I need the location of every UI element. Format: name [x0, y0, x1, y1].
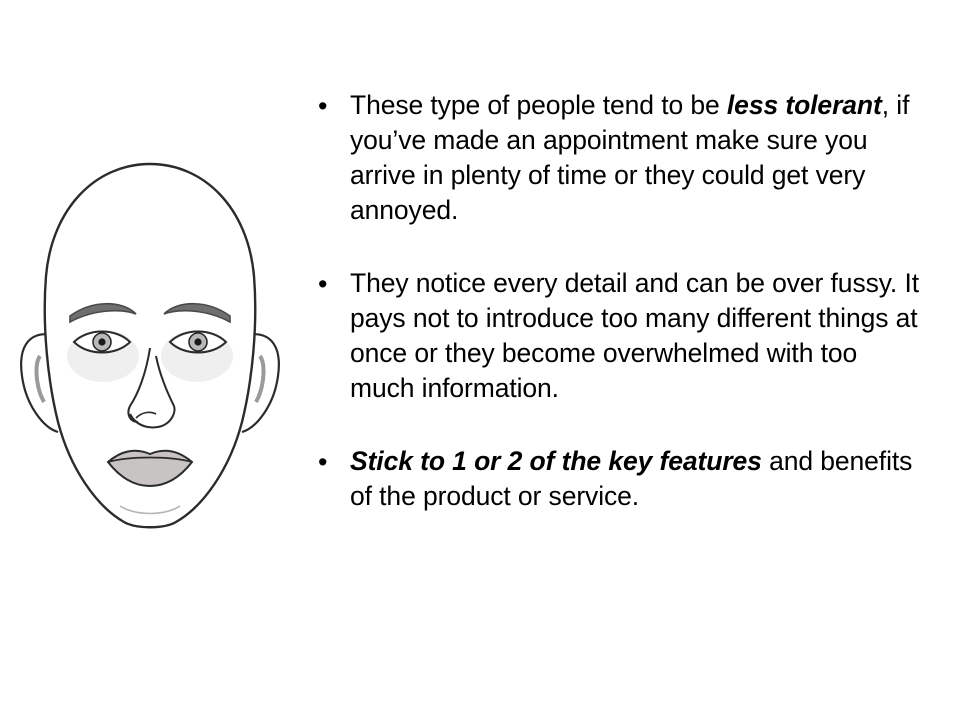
bullet-marker-icon: •: [318, 91, 328, 121]
list-item: [318, 444, 928, 514]
list-item: [318, 88, 928, 228]
list-item: [318, 266, 928, 406]
bullet-text-1: These type of people tend to be less tolerant, if you’ve made an appointment make sure you arrive in plenty of time or they could get very annoyed.: [350, 90, 910, 225]
bullet-marker-icon: •: [318, 269, 328, 299]
bullet-marker-icon: •: [318, 447, 328, 477]
face-drawing-svg: [0, 150, 300, 570]
bullet-text-2: They notice every detail and can be over fussy. It pays not to introduce too many different things at once or they become overwhelmed with too much information.: [350, 268, 919, 403]
bullet-text-3: Stick to 1 or 2 of the key features and benefits of the product or service.: [350, 446, 913, 511]
mans-face-illustration: [0, 150, 300, 570]
bullet-list: [318, 88, 928, 514]
